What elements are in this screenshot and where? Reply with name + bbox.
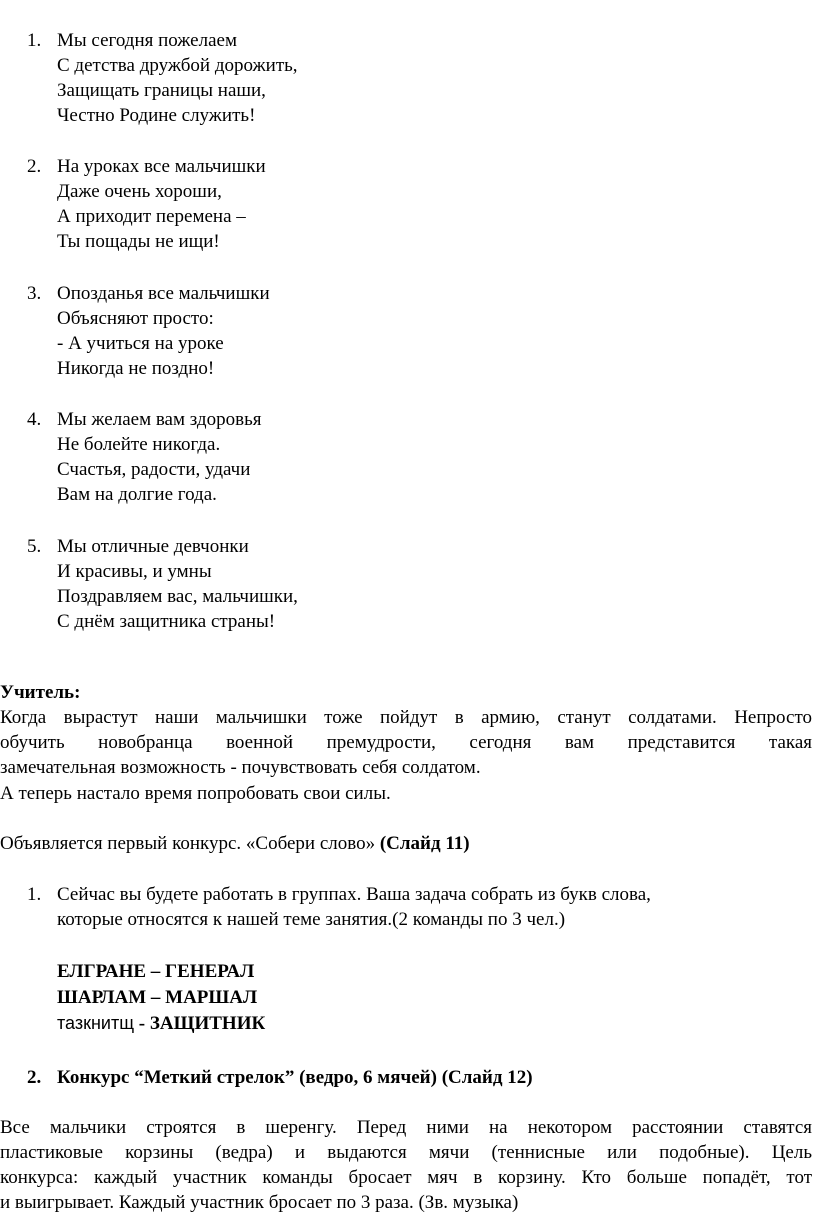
stanza-4-line-1: Мы желаем вам здоровья	[57, 409, 262, 430]
stanza-5-number: 5.	[27, 536, 42, 557]
stanza-4-line-4: Вам на долгие года.	[57, 484, 217, 505]
stanza-2-line-4: Ты пощады не ищи!	[57, 231, 220, 252]
stanza-1-line-1: Мы сегодня пожелаем	[57, 30, 237, 51]
contest2-paragraph-line-4: и выигрывает. Каждый участник бросает по 3 раза. (Зв. музыка)	[0, 1192, 519, 1213]
contest2-title: Конкурс “Меткий стрелок” (ведро, 6 мячей) (Слайд 12)	[57, 1067, 533, 1088]
contest2-paragraph-line-2: пластиковые корзины (ведра) и выдаются мячи (теннисные или подобные). Цель	[0, 1142, 812, 1163]
word-row-1	[57, 959, 254, 984]
stanza-2-line-3: А приходит перемена –	[57, 206, 246, 227]
stanza-3-line-3: - А учиться на уроке	[57, 333, 224, 354]
stanza-1-line-4: Честно Родине служить!	[57, 105, 256, 126]
stanza-1-line-2: С детства дружбой дорожить,	[57, 55, 298, 76]
stanza-3-line-4: Никогда не поздно!	[57, 358, 215, 379]
word-3-scrambled: тазкнитщ	[57, 1013, 135, 1033]
word-1-answer: – ГЕНЕРАЛ	[146, 961, 255, 982]
contest1-item-line-2: которые относятся к нашей теме занятия.(2 команды по 3 чел.)	[57, 909, 566, 930]
contest1-slide-ref: (Слайд 11)	[379, 833, 470, 854]
stanza-5-line-1: Мы отличные девчонки	[57, 536, 249, 557]
word-1-scrambled: ЕЛГРАНЕ	[57, 961, 147, 982]
contest2-paragraph-line-3: конкурса: каждый участник команды бросает мяч в корзину. Кто больше попадёт, тот	[0, 1167, 812, 1188]
stanza-1-number: 1.	[27, 30, 42, 51]
stanza-3-line-2: Объясняют просто:	[57, 308, 214, 329]
stanza-4-line-2: Не болейте никогда.	[57, 434, 221, 455]
teacher-paragraph-line-1: Когда вырастут наши мальчишки тоже пойдут в армию, станут солдатами. Непросто	[0, 707, 812, 728]
stanza-3-line-1: Опозданья все мальчишки	[57, 283, 270, 304]
word-2-scrambled: ШАРЛАМ	[57, 987, 147, 1008]
teacher-paragraph-line-2: обучить новобранца военной премудрости, сегодня вам представится такая	[0, 732, 812, 753]
stanza-5-line-4: С днём защитника страны!	[57, 611, 276, 632]
contest2-number: 2.	[27, 1067, 42, 1088]
stanza-4-line-3: Счастья, радости, удачи	[57, 459, 251, 480]
stanza-2-line-2: Даже очень хороши,	[57, 181, 222, 202]
teacher-heading: Учитель:	[0, 682, 81, 703]
contest2-paragraph-line-1: Все мальчики строятся в шеренгу. Перед ними на некотором расстоянии ставятся	[0, 1117, 812, 1138]
stanza-5-line-3: Поздравляем вас, мальчишки,	[57, 586, 298, 607]
word-2-answer: – МАРШАЛ	[146, 987, 258, 1008]
stanza-1-line-3: Защищать границы наши,	[57, 80, 266, 101]
contest1-intro-text: Объявляется первый конкурс. «Собери слово»	[0, 833, 380, 854]
stanza-3-number: 3.	[27, 283, 42, 304]
contest1-intro	[0, 831, 470, 856]
stanza-2-line-1: На уроках все мальчишки	[57, 156, 266, 177]
word-row-3	[57, 1011, 265, 1036]
teacher-try-line: А теперь настало время попробовать свои силы.	[0, 783, 391, 804]
contest1-item-line-1: Сейчас вы будете работать в группах. Ваша задача собрать из букв слова,	[57, 884, 651, 905]
word-3-answer: - ЗАЩИТНИК	[134, 1013, 266, 1034]
stanza-4-number: 4.	[27, 409, 42, 430]
stanza-2-number: 2.	[27, 156, 42, 177]
stanza-5-line-2: И красивы, и умны	[57, 561, 212, 582]
contest1-item-number: 1.	[27, 884, 42, 905]
teacher-paragraph-line-3: замечательная возможность - почувствовать себя солдатом.	[0, 757, 481, 778]
word-row-2	[57, 985, 257, 1010]
